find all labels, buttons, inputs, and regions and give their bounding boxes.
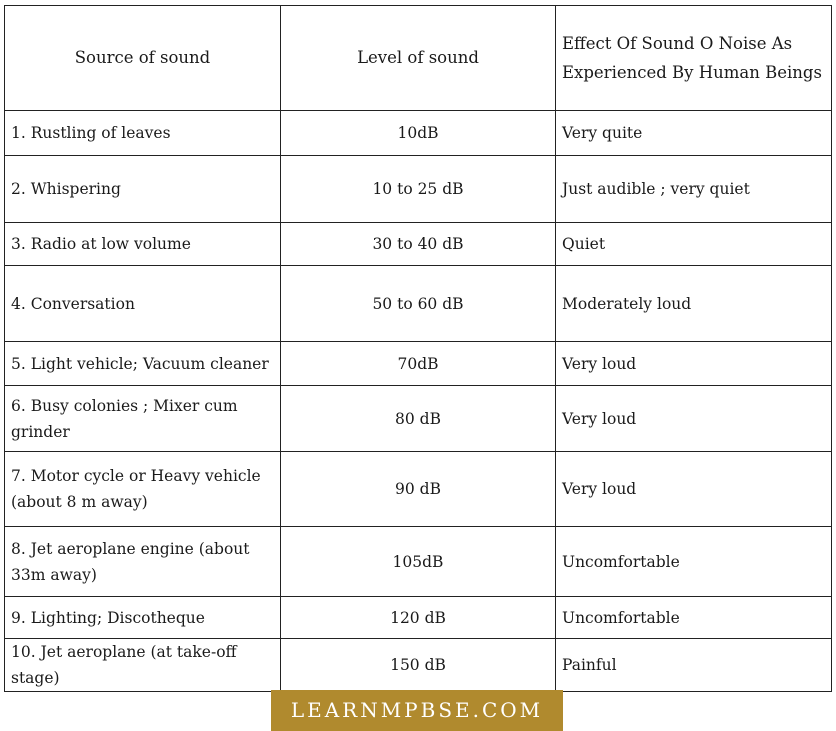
table-row bbox=[5, 639, 832, 692]
cell-source: 4. Conversation bbox=[5, 266, 281, 342]
cell-effect: Painful bbox=[556, 639, 832, 692]
cell-effect: Very loud bbox=[556, 342, 832, 386]
header-source: Source of sound bbox=[5, 6, 281, 111]
cell-effect: Uncomfortable bbox=[556, 597, 832, 639]
cell-level: 90 dB bbox=[281, 452, 556, 527]
cell-effect: Uncomfortable bbox=[556, 527, 832, 597]
table-row bbox=[5, 266, 832, 342]
table-row bbox=[5, 223, 832, 266]
cell-level: 70dB bbox=[281, 342, 556, 386]
table-row bbox=[5, 597, 832, 639]
cell-source: 9. Lighting; Discotheque bbox=[5, 597, 281, 639]
table-row bbox=[5, 452, 832, 527]
table-row bbox=[5, 111, 832, 156]
cell-level: 120 dB bbox=[281, 597, 556, 639]
cell-source: 3. Radio at low volume bbox=[5, 223, 281, 266]
cell-level: 10dB bbox=[281, 111, 556, 156]
cell-source: 5. Light vehicle; Vacuum cleaner bbox=[5, 342, 281, 386]
cell-source: 7. Motor cycle or Heavy vehicle (about 8 m away) bbox=[5, 452, 281, 527]
cell-effect: Quiet bbox=[556, 223, 832, 266]
sound-level-table bbox=[4, 5, 832, 692]
cell-effect: Moderately loud bbox=[556, 266, 832, 342]
table-row bbox=[5, 342, 832, 386]
cell-source: 6. Busy colonies ; Mixer cum grinder bbox=[5, 386, 281, 452]
learnmpbse-watermark: LEARNMPBSE.COM bbox=[271, 690, 563, 731]
table-header-row bbox=[5, 6, 832, 111]
header-level: Level of sound bbox=[281, 6, 556, 111]
cell-source: 8. Jet aeroplane engine (about 33m away) bbox=[5, 527, 281, 597]
cell-source: 1. Rustling of leaves bbox=[5, 111, 281, 156]
cell-source: 2. Whispering bbox=[5, 156, 281, 223]
header-effect: Effect Of Sound O Noise As Experienced By Human Beings bbox=[556, 6, 832, 111]
cell-level: 50 to 60 dB bbox=[281, 266, 556, 342]
table-row bbox=[5, 527, 832, 597]
table-row bbox=[5, 386, 832, 452]
cell-level: 30 to 40 dB bbox=[281, 223, 556, 266]
cell-source: 10. Jet aeroplane (at take-off stage) bbox=[5, 639, 281, 692]
cell-effect: Just audible ; very quiet bbox=[556, 156, 832, 223]
cell-level: 150 dB bbox=[281, 639, 556, 692]
cell-effect: Very quite bbox=[556, 111, 832, 156]
cell-level: 10 to 25 dB bbox=[281, 156, 556, 223]
table-row bbox=[5, 156, 832, 223]
cell-effect: Very loud bbox=[556, 386, 832, 452]
cell-level: 80 dB bbox=[281, 386, 556, 452]
cell-effect: Very loud bbox=[556, 452, 832, 527]
cell-level: 105dB bbox=[281, 527, 556, 597]
